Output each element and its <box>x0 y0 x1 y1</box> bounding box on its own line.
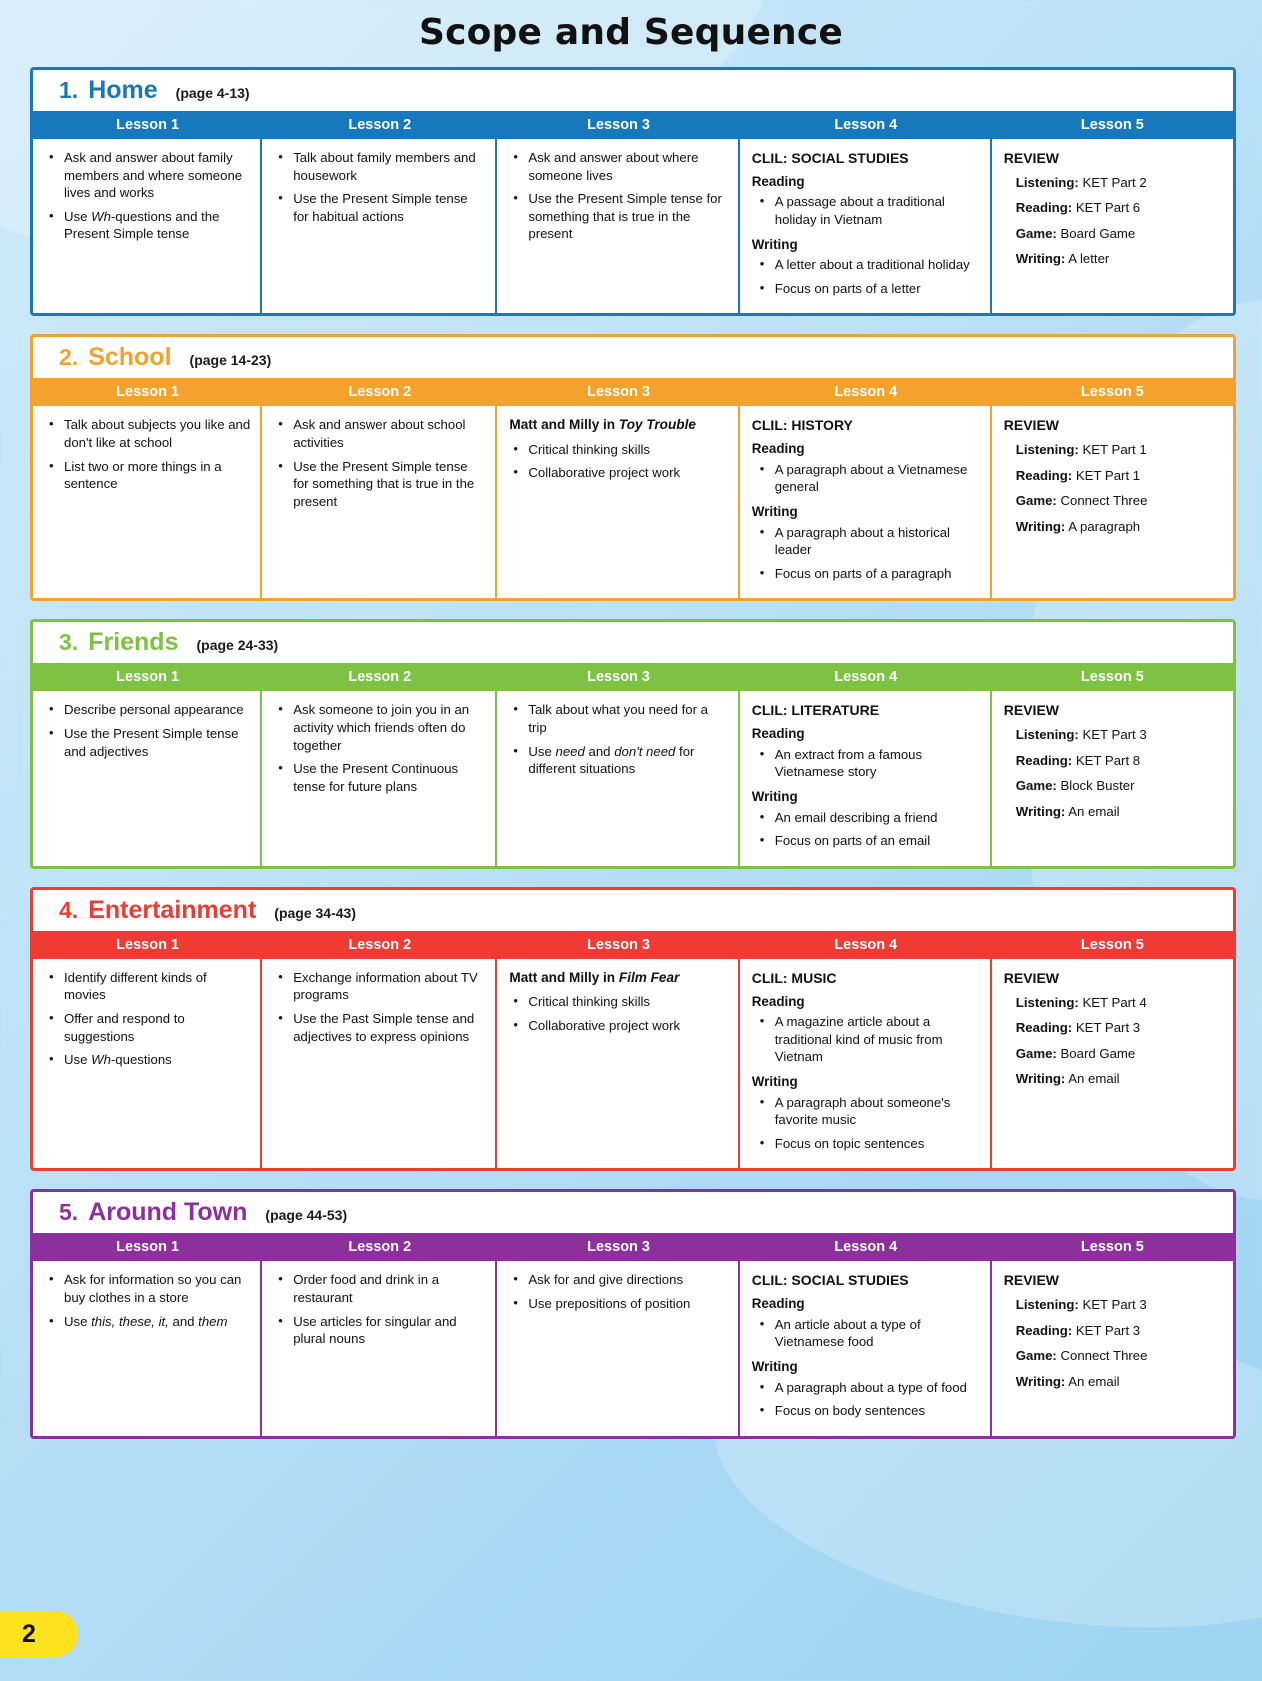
lesson-header-2: Lesson 2 <box>348 669 412 686</box>
lesson-header-1: Lesson 1 <box>116 1239 180 1256</box>
list-item: • Collaborative project work <box>525 464 727 482</box>
list-item: • A paragraph about a historical leader <box>772 524 980 559</box>
unit-pages: (page 4-13) <box>175 85 250 101</box>
review-title: REVIEW <box>1003 417 1059 434</box>
review-title: REVIEW <box>1003 702 1059 719</box>
unit-number: 5. <box>59 1199 79 1226</box>
lesson-1-cell <box>33 139 262 313</box>
lesson-3-cell <box>497 959 739 1169</box>
list-item: • Use Wh-questions <box>61 1051 250 1069</box>
list-item: • Talk about family members and housework <box>290 149 485 184</box>
list-item: • Use the Present Simple tense for something that is true in the present <box>290 458 485 511</box>
lesson-header-row <box>33 378 1233 406</box>
unit-number: 1. <box>59 77 79 103</box>
lesson-4-cell <box>740 406 992 598</box>
bullet-list <box>752 1094 980 1153</box>
review-item: Game: Block Buster <box>1015 778 1135 794</box>
list-item: • Ask and answer about school activities <box>290 416 485 451</box>
lesson-4-cell <box>740 691 992 865</box>
bullet-list <box>752 1316 980 1351</box>
review-title: REVIEW <box>1003 969 1059 986</box>
list-item: • Use the Present Simple tense for habitual actions <box>290 190 485 225</box>
unit-4 <box>30 887 1236 1172</box>
list-item: • Offer and respond to suggestions <box>61 1010 250 1045</box>
lesson-header-5: Lesson 5 <box>1080 936 1144 953</box>
bullet-list <box>752 746 980 781</box>
review-item: Reading: KET Part 1 <box>1015 467 1141 483</box>
lesson-header-4: Lesson 4 <box>834 669 898 686</box>
clil-title: CLIL: SOCIAL STUDIES <box>751 150 909 166</box>
bullet-list <box>274 1271 485 1347</box>
bullet-list <box>45 701 250 760</box>
review-list <box>1004 726 1223 820</box>
list-item: • Use articles for singular and plural nouns <box>290 1313 485 1348</box>
bullet-list <box>752 256 980 297</box>
reading-label: Reading <box>751 726 805 742</box>
review-item: Writing: An email <box>1015 803 1120 819</box>
lesson-header-2: Lesson 2 <box>348 936 412 953</box>
lesson-header-4: Lesson 4 <box>834 117 898 133</box>
lesson-1-cell <box>33 1261 262 1435</box>
list-item: • Ask and answer about family members and where someone lives and works <box>61 149 250 202</box>
unit-number: 4. <box>59 896 79 923</box>
unit-body-row <box>33 139 1233 313</box>
bullet-list <box>509 149 727 243</box>
bullet-list <box>752 809 980 850</box>
unit-number: 2. <box>59 344 79 371</box>
list-item: • Use Wh-questions and the Present Simple tense <box>61 208 250 243</box>
unit-name: Friends <box>88 628 179 657</box>
review-item: Reading: KET Part 3 <box>1015 1322 1141 1338</box>
bullet-list <box>274 969 485 1045</box>
lesson-header-5: Lesson 5 <box>1080 669 1144 686</box>
lesson-header-4: Lesson 4 <box>834 384 898 401</box>
unit-name: Around Town <box>88 1198 248 1227</box>
lesson-header-5: Lesson 5 <box>1080 384 1144 401</box>
list-item: • Use the Past Simple tense and adjectives to express opinions <box>290 1010 485 1045</box>
reading-label: Reading <box>751 441 805 457</box>
bullet-list <box>274 701 485 795</box>
lesson-header-row <box>33 931 1233 959</box>
lesson-header-3: Lesson 3 <box>587 117 650 133</box>
bullet-list <box>509 441 727 482</box>
lesson-header-1: Lesson 1 <box>116 384 180 401</box>
page-number <box>0 1611 92 1657</box>
lesson-header-3: Lesson 3 <box>587 384 650 401</box>
unit-header <box>33 622 1233 663</box>
page-title: Scope and Sequence <box>418 12 844 53</box>
lesson-header-5: Lesson 5 <box>1080 117 1144 133</box>
list-item: • Focus on parts of a letter <box>772 280 980 298</box>
list-item: • An email describing a friend <box>772 809 980 827</box>
review-item: Game: Board Game <box>1015 1045 1136 1061</box>
unit-pages: (page 44-53) <box>265 1207 348 1224</box>
lesson-2-cell <box>262 959 497 1169</box>
list-item: • Ask and answer about where someone lives <box>525 149 727 184</box>
list-item: • Focus on body sentences <box>772 1402 980 1420</box>
lesson-3-cell <box>497 406 739 598</box>
bullet-list <box>509 701 727 777</box>
lesson-5-cell <box>992 139 1233 313</box>
bullet-list <box>752 524 980 583</box>
bullet-list <box>509 1271 727 1312</box>
list-item: • A paragraph about a type of food <box>772 1379 980 1397</box>
reading-label: Reading <box>751 1296 805 1312</box>
list-item: • An article about a type of Vietnamese food <box>772 1316 980 1351</box>
list-item: • Describe personal appearance <box>61 701 250 719</box>
lesson-3-cell <box>497 1261 739 1435</box>
bullet-list <box>509 993 727 1034</box>
list-item: • A passage about a traditional holiday in Vietnam <box>772 193 980 228</box>
review-item: Listening: KET Part 3 <box>1015 727 1147 743</box>
lesson-1-cell <box>33 406 262 598</box>
list-item: • Ask for and give directions <box>525 1271 727 1289</box>
list-item: • Use need and don't need for different situations <box>525 743 727 778</box>
bullet-list <box>45 1271 250 1330</box>
lesson-3-cell <box>497 691 739 865</box>
bullet-list <box>752 461 980 496</box>
bullet-list <box>274 416 485 510</box>
unit-name: Entertainment <box>88 895 257 924</box>
review-item: Listening: KET Part 2 <box>1015 174 1147 190</box>
lesson-1-cell <box>33 959 262 1169</box>
unit-body-row <box>33 1261 1233 1435</box>
clil-title: CLIL: SOCIAL STUDIES <box>751 1272 909 1289</box>
unit-pages: (page 14-23) <box>189 352 272 369</box>
review-list <box>1004 1296 1223 1390</box>
review-item: Game: Connect Three <box>1015 493 1148 509</box>
lesson-header-4: Lesson 4 <box>834 1239 898 1256</box>
review-item: Writing: A letter <box>1015 251 1110 267</box>
list-item: • Critical thinking skills <box>525 993 727 1011</box>
list-item: • Use the Present Simple tense for something that is true in the present <box>525 190 727 243</box>
review-item: Writing: An email <box>1015 1373 1120 1389</box>
list-item: • Exchange information about TV programs <box>290 969 485 1004</box>
lesson-2-cell <box>262 406 497 598</box>
lesson-header-3: Lesson 3 <box>587 936 650 953</box>
unit-body-row <box>33 406 1233 598</box>
lesson-4-cell <box>740 139 992 313</box>
lesson-4-cell <box>740 1261 992 1435</box>
bullet-list <box>45 969 250 1069</box>
list-item: • Identify different kinds of movies <box>61 969 250 1004</box>
list-item: • Order food and drink in a restaurant <box>290 1271 485 1306</box>
list-item: • A magazine article about a traditional kind of music from Vietnam <box>772 1013 980 1066</box>
unit-pages: (page 24-33) <box>196 637 279 654</box>
lesson-2-cell <box>262 139 497 313</box>
list-item: • Ask someone to join you in an activity which friends often do together <box>290 701 485 754</box>
lesson-header-1: Lesson 1 <box>116 117 180 133</box>
unit-name: Home <box>88 76 158 104</box>
review-list <box>1004 441 1223 535</box>
lesson-header-row <box>33 111 1233 139</box>
unit-3 <box>30 619 1236 868</box>
list-item: • Focus on topic sentences <box>772 1135 980 1153</box>
list-item: • Critical thinking skills <box>525 441 727 459</box>
writing-label: Writing <box>751 503 798 519</box>
list-item: • List two or more things in a sentence <box>61 458 250 493</box>
review-item: Listening: KET Part 3 <box>1015 1297 1147 1313</box>
lesson-header-2: Lesson 2 <box>348 117 412 133</box>
lesson-4-cell <box>740 959 992 1169</box>
lesson-5-cell <box>992 406 1233 598</box>
units-container <box>0 67 1262 1439</box>
list-item: • Collaborative project work <box>525 1017 727 1035</box>
unit-2 <box>30 334 1236 601</box>
clil-title: CLIL: LITERATURE <box>751 702 880 719</box>
bullet-list <box>274 149 485 225</box>
review-item: Reading: KET Part 3 <box>1015 1020 1141 1036</box>
lesson-1-cell <box>33 691 262 865</box>
unit-body-row <box>33 691 1233 865</box>
reading-label: Reading <box>751 173 805 189</box>
story-title: Matt and Milly in Toy Trouble <box>509 417 696 433</box>
unit-number: 3. <box>59 629 79 656</box>
lesson-header-3: Lesson 3 <box>587 1239 650 1256</box>
review-item: Game: Board Game <box>1015 225 1136 241</box>
review-item: Game: Connect Three <box>1015 1348 1148 1364</box>
list-item: • A paragraph about someone's favorite music <box>772 1094 980 1129</box>
story-title: Matt and Milly in Film Fear <box>509 969 680 985</box>
review-title: REVIEW <box>1003 1272 1059 1289</box>
lesson-3-cell <box>497 139 739 313</box>
list-item: • A paragraph about a Vietnamese general <box>772 461 980 496</box>
bullet-list <box>45 149 250 243</box>
page-number-label: 2 <box>0 1611 78 1657</box>
list-item: • Use prepositions of position <box>525 1295 727 1313</box>
lesson-header-1: Lesson 1 <box>116 669 180 686</box>
reading-label: Reading <box>751 993 805 1009</box>
list-item: • Use the Present Simple tense and adjectives <box>61 725 250 760</box>
lesson-header-2: Lesson 2 <box>348 384 412 401</box>
lesson-2-cell <box>262 691 497 865</box>
unit-name: School <box>88 343 172 372</box>
lesson-5-cell <box>992 1261 1233 1435</box>
review-item: Writing: An email <box>1015 1071 1120 1087</box>
review-item: Listening: KET Part 4 <box>1015 994 1147 1010</box>
lesson-5-cell <box>992 691 1233 865</box>
unit-header <box>33 890 1233 931</box>
writing-label: Writing <box>751 236 798 252</box>
lesson-header-row <box>33 663 1233 691</box>
unit-header <box>33 337 1233 378</box>
lesson-header-4: Lesson 4 <box>834 936 898 953</box>
unit-body-row <box>33 959 1233 1169</box>
unit-header <box>33 70 1233 111</box>
lesson-header-1: Lesson 1 <box>116 936 180 953</box>
review-title: REVIEW <box>1003 150 1059 166</box>
clil-title: CLIL: HISTORY <box>751 417 853 434</box>
list-item: • Ask for information so you can buy clothes in a store <box>61 1271 250 1306</box>
lesson-header-row <box>33 1233 1233 1261</box>
unit-header <box>33 1192 1233 1233</box>
list-item: • Use the Present Continuous tense for future plans <box>290 760 485 795</box>
review-list <box>1004 174 1223 268</box>
unit-5 <box>30 1189 1236 1438</box>
lesson-5-cell <box>992 959 1233 1169</box>
list-item: • A letter about a traditional holiday <box>772 256 980 274</box>
list-item: • Use this, these, it, and them <box>61 1313 250 1331</box>
clil-title: CLIL: MUSIC <box>751 969 837 986</box>
review-item: Listening: KET Part 1 <box>1015 442 1147 458</box>
review-item: Writing: A paragraph <box>1015 518 1141 534</box>
bullet-list <box>752 1379 980 1420</box>
list-item: • Talk about what you need for a trip <box>525 701 727 736</box>
writing-label: Writing <box>751 1358 798 1374</box>
bullet-list <box>752 1013 980 1066</box>
lesson-header-2: Lesson 2 <box>348 1239 412 1256</box>
list-item: • Focus on parts of a paragraph <box>772 565 980 583</box>
bullet-list <box>752 193 980 228</box>
lesson-header-3: Lesson 3 <box>587 669 650 686</box>
writing-label: Writing <box>751 788 798 804</box>
lesson-header-5: Lesson 5 <box>1080 1239 1144 1256</box>
bullet-list <box>45 416 250 492</box>
list-item: • Focus on parts of an email <box>772 832 980 850</box>
lesson-2-cell <box>262 1261 497 1435</box>
writing-label: Writing <box>751 1073 798 1089</box>
list-item: • An extract from a famous Vietnamese story <box>772 746 980 781</box>
unit-1 <box>30 67 1236 316</box>
review-list <box>1004 994 1223 1088</box>
review-item: Reading: KET Part 8 <box>1015 752 1141 768</box>
unit-pages: (page 34-43) <box>274 904 356 921</box>
review-item: Reading: KET Part 6 <box>1015 200 1141 216</box>
list-item: • Talk about subjects you like and don't like at school <box>61 416 250 451</box>
